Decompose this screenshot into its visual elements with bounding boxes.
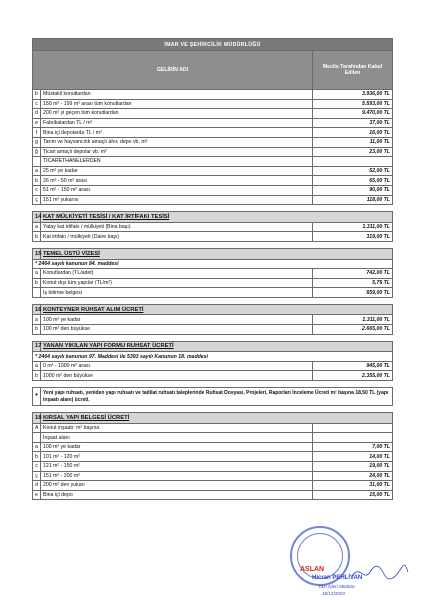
table-row	[33, 166, 393, 176]
section-title: KONTEYNER RUHSAT ALIM ÜCRETİ	[41, 304, 393, 315]
section-spacer	[33, 241, 393, 248]
section-header	[33, 212, 393, 223]
row-amount: 2.665,00 TL	[313, 325, 393, 335]
inspection-fee-note	[33, 388, 393, 406]
row-description: 200 m² den yukarı	[41, 481, 313, 491]
table-row	[33, 315, 393, 325]
row-description: 151 m² - 200 m²	[41, 471, 313, 481]
row-description: Konutlardan (TL/adet)	[41, 269, 313, 279]
row-letter: a	[33, 442, 41, 452]
section-number: 16	[33, 304, 41, 315]
row-description: 200 m² yi geçen tüm konutlardan	[41, 109, 313, 119]
table-row	[33, 195, 393, 205]
bullet-icon: •	[33, 388, 41, 406]
row-letter	[33, 288, 41, 298]
spacer-cell	[33, 406, 393, 413]
row-amount: 52,00 TL	[313, 166, 393, 176]
table-row	[33, 288, 393, 298]
row-letter: a	[33, 361, 41, 371]
row-letter	[33, 157, 41, 167]
row-description: 100 m² den büyükse	[41, 325, 313, 335]
table-row	[33, 278, 393, 288]
stamp-role: Yazı İşleri Müdürü	[318, 584, 355, 589]
row-description: Müstakil konutlardan	[41, 90, 313, 100]
row-amount	[313, 433, 393, 443]
row-letter: g	[33, 137, 41, 147]
row-amount: 319,00 TL	[313, 232, 393, 242]
row-letter: e	[33, 490, 41, 500]
table-row	[33, 433, 393, 443]
section-header	[33, 248, 393, 259]
spacer-cell	[33, 381, 393, 388]
row-description: Bina içi depolarda TL / m²	[41, 128, 313, 138]
fee-document	[32, 38, 392, 500]
row-letter: b	[33, 371, 41, 381]
spacer-cell	[33, 241, 393, 248]
row-description: 100 m² ye kadar	[41, 442, 313, 452]
row-description: 0 m² - 1000 m² arası	[41, 361, 313, 371]
row-amount	[313, 157, 393, 167]
row-letter: d	[33, 109, 41, 119]
section-number: 17	[33, 341, 41, 352]
row-description: Ticari amaçlı depolar vb. m²	[41, 147, 313, 157]
row-description: 51 m² - 150 m² arası	[41, 185, 313, 195]
row-letter: b	[33, 278, 41, 288]
table-row	[33, 128, 393, 138]
row-amount	[313, 423, 393, 433]
section-spacer	[33, 381, 393, 388]
row-description: TİCARETHANELERDEN	[41, 157, 313, 167]
section-note-row	[33, 352, 393, 362]
section-spacer	[33, 406, 393, 413]
row-description: 26 m² - 50 m² arası	[41, 176, 313, 186]
section-number: 18	[33, 413, 41, 424]
table-row	[33, 481, 393, 491]
row-letter: a	[33, 315, 41, 325]
row-amount: 7,00 TL	[313, 442, 393, 452]
section-note: * 2464 sayılı kanunun 97. Maddesi ile 5393 sayılı Kanunun 18. maddesi	[33, 352, 393, 362]
table-row	[33, 90, 393, 100]
table-row	[33, 222, 393, 232]
row-amount: 11,00 TL	[313, 137, 393, 147]
table-row	[33, 471, 393, 481]
column-header-revenue-name: GELİRİN ADI	[33, 51, 313, 90]
row-description: 25 m² ye kadar	[41, 166, 313, 176]
row-letter: c	[33, 462, 41, 472]
table-row	[33, 185, 393, 195]
row-letter: d	[33, 481, 41, 491]
table-row	[33, 99, 393, 109]
table-row	[33, 147, 393, 157]
section-header	[33, 341, 393, 352]
table-row	[33, 490, 393, 500]
row-amount: 15,00 TL	[313, 490, 393, 500]
section-note-row	[33, 259, 393, 269]
row-amount: 3.936,00 TL	[313, 90, 393, 100]
row-letter: b	[33, 90, 41, 100]
section-title: KIRSAL YAPI BELGESİ ÜCRETİ	[41, 413, 393, 424]
table-row	[33, 423, 393, 433]
row-letter: ç	[33, 471, 41, 481]
row-letter: b	[33, 325, 41, 335]
section-title: YANAN YIKILAN YAPI FORMU RUHSAT ÜCRETİ	[41, 341, 393, 352]
row-description: 100 m² ye kadar	[41, 315, 313, 325]
table-row	[33, 442, 393, 452]
table-row	[33, 232, 393, 242]
row-amount: 2.355,00 TL	[313, 371, 393, 381]
table-row	[33, 109, 393, 119]
section-header	[33, 413, 393, 424]
row-amount: 24,00 TL	[313, 471, 393, 481]
row-amount: 23,00 TL	[313, 147, 393, 157]
stamp-name: Hicran PEHLİVAN	[312, 575, 363, 581]
row-letter: a	[33, 222, 41, 232]
row-amount: 31,00 TL	[313, 481, 393, 491]
row-amount: 37,00 TL	[313, 118, 393, 128]
row-description: Yatay kat irtifakı / mülkiyeti (Bina başı)	[41, 222, 313, 232]
spacer-cell	[33, 205, 393, 212]
row-letter: e	[33, 118, 41, 128]
table-row	[33, 269, 393, 279]
stamp-top-text: ASLAN	[300, 566, 325, 573]
row-description: İnşaat alanı	[41, 433, 313, 443]
section-title: TEMEL ÜSTÜ VİZESİ	[41, 248, 393, 259]
row-amount: 118,00 TL	[313, 195, 393, 205]
section-spacer	[33, 205, 393, 212]
row-letter: ğ	[33, 147, 41, 157]
table-row	[33, 361, 393, 371]
row-amount: 9.470,00 TL	[313, 109, 393, 119]
row-description: Kat irtifakı / mülkiyeti (Daire başı)	[41, 232, 313, 242]
row-description: 1000 m² den büyükse	[41, 371, 313, 381]
row-description: 101 m² - 120 m²	[41, 452, 313, 462]
row-description: Fabrikalardan TL / m²	[41, 118, 313, 128]
spacer-cell	[33, 297, 393, 304]
row-letter: f	[33, 128, 41, 138]
row-letter: b	[33, 452, 41, 462]
table-row	[33, 176, 393, 186]
section-spacer	[33, 297, 393, 304]
row-amount: 1.311,00 TL	[313, 222, 393, 232]
row-description: 151 m² yukarısı	[41, 195, 313, 205]
row-letter: c	[33, 185, 41, 195]
section-title: KAT MÜLKİYETİ TESİSİ / KAT İRTİFAKI TESİSİ	[41, 212, 393, 223]
table-row	[33, 137, 393, 147]
table-row	[33, 118, 393, 128]
table-row	[33, 371, 393, 381]
column-header-approved: Meclis Tarafından Kabul Edilen	[313, 51, 393, 90]
section-spacer	[33, 334, 393, 341]
table-row	[33, 452, 393, 462]
row-description: Konut inşaatı: m² başına	[41, 423, 313, 433]
spacer-cell	[33, 334, 393, 341]
row-letter: A	[33, 423, 41, 433]
row-amount: 5.593,00 TL	[313, 99, 393, 109]
section-header	[33, 304, 393, 315]
table-row	[33, 325, 393, 335]
inspection-fee-text: Yeni yapı ruhsatı, yeniden yapı ruhsatı ve tadilat ruhsatı taleplerinde Ruhsat Dosyası, Projeleri, Raporları İnceleme Ücreti m² başına 18,50 TL (yapı inşaatı alanı) ücreti.	[41, 388, 393, 406]
page-title: İMAR VE ŞEHİRCİLİK MÜDÜRLÜĞÜ	[33, 39, 393, 51]
fee-table	[32, 38, 393, 500]
row-amount: 19,00 TL	[313, 462, 393, 472]
row-letter: b	[33, 176, 41, 186]
row-amount: 65,00 TL	[313, 176, 393, 186]
row-amount: 5,75 TL	[313, 278, 393, 288]
row-letter	[33, 433, 41, 443]
row-description: 150 m² - 199 m² arası tüm konutlardan	[41, 99, 313, 109]
table-row	[33, 157, 393, 167]
row-amount: 945,00 TL	[313, 361, 393, 371]
row-description: İş bitirme belgesi	[41, 288, 313, 298]
section-number: 15	[33, 248, 41, 259]
row-letter: a	[33, 269, 41, 279]
section-note: * 2464 sayılı kanunun 84. maddesi	[33, 259, 393, 269]
row-letter: a	[33, 166, 41, 176]
table-row	[33, 462, 393, 472]
row-amount: 16,00 TL	[313, 128, 393, 138]
row-letter: b	[33, 232, 41, 242]
row-amount: 1.311,00 TL	[313, 315, 393, 325]
row-amount: 90,00 TL	[313, 185, 393, 195]
row-description: Bina içi depo	[41, 490, 313, 500]
row-letter: ç	[33, 195, 41, 205]
section-number: 14	[33, 212, 41, 223]
row-description: Konut dışı tüm yapılar (TL/m²)	[41, 278, 313, 288]
row-description: 121 m² - 150 m²	[41, 462, 313, 472]
stamp-date: 15/12/2023	[322, 591, 345, 596]
row-amount: 14,00 TL	[313, 452, 393, 462]
row-description: Tarım ve hayvancılık amaçlı ahır, depo vb. m²	[41, 137, 313, 147]
row-amount: 659,00 TL	[313, 288, 393, 298]
row-amount: 742,00 TL	[313, 269, 393, 279]
row-letter: c	[33, 99, 41, 109]
